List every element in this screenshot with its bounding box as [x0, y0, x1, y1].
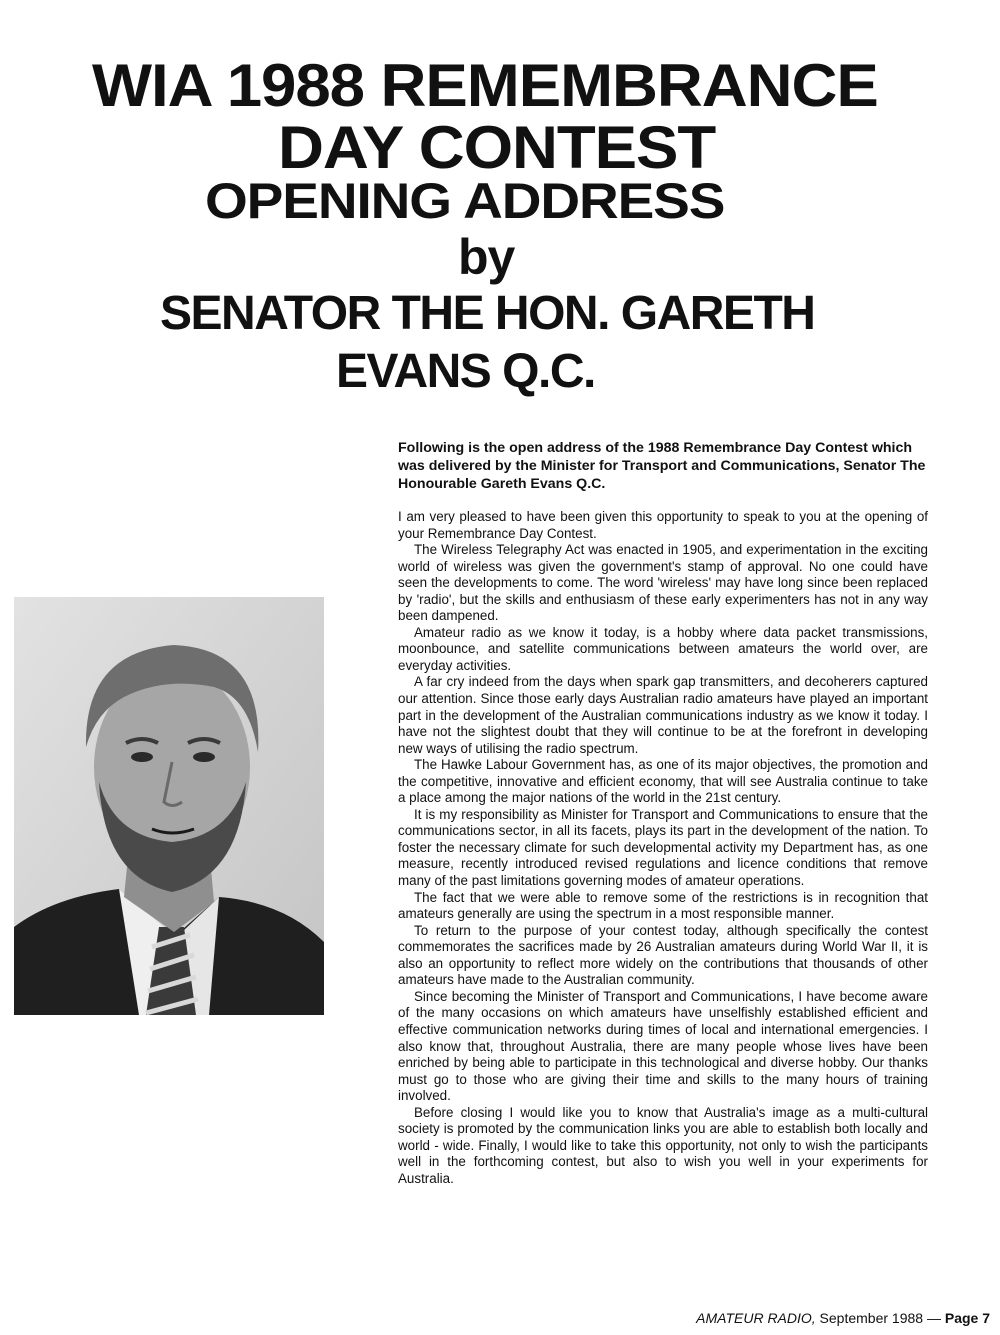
page-footer — [696, 1310, 990, 1326]
paragraph-9: Since becoming the Minister of Transport and Communications, I have become aware of the many occasions on which amateurs have unselfishly established efficient and effective communication networks during times of local and international emergencies. I also know that, throughout Australia, there are many people whose lives have been enriched by being able to participate in this technological and diverse hobby. Our thanks must go to those who are giving their time and skills to the many hours of training involved. — [398, 988, 928, 1104]
portrait-illustration — [14, 597, 324, 1015]
paragraph-1: I am very pleased to have been given this opportunity to speak to you at the opening of your Remembrance Day Contest. — [398, 509, 928, 541]
paragraph-10: Before closing I would like you to know that Australia's image as a multi-cultural society is promoted by the communication links you are able to establish both locally and world - wide. Finally, I would like to take this opportunity, not only to wish the participants well in the forthcoming contest, but also to wish you well in your experiments for Australia. — [398, 1104, 928, 1186]
portrait-photo — [14, 597, 324, 1015]
intro-summary: Following is the open address of the 1988 Remembrance Day Contest which was delivered by the Minister for Transport and Communications, Senator The Honourable Gareth Evans Q.C. — [398, 440, 926, 492]
paragraph-7: The fact that we were able to remove some of the restrictions is in recognition that amateurs generally are using the spectrum in a most responsible manner. — [398, 889, 928, 922]
issue-date: September 1988 — — [815, 1310, 945, 1326]
headline-line-4: by — [458, 229, 515, 285]
byline-line-1: SENATOR THE HON. GARETH — [160, 287, 815, 340]
headline-line-3: OPENING ADDRESS — [205, 173, 725, 229]
byline-line-2: EVANS Q.C. — [336, 345, 595, 398]
article-body — [398, 509, 928, 1187]
paragraph-4: A far cry indeed from the days when spark gap transmitters, and decoherers captured our attention. Since those early days Australian radio amateurs have played an important part in the development of the Australian communications industry as we know it today. I have not the slightest doubt that they will continue to be at the forefront in developing new ways of utilising the radio spectrum. — [398, 674, 928, 756]
headline-line-2: DAY CONTEST — [278, 114, 716, 181]
publication-name: AMATEUR RADIO, — [696, 1310, 816, 1326]
headline-line-1: WIA 1988 REMEMBRANCE — [92, 52, 878, 119]
paragraph-8: To return to the purpose of your contest today, although specifically the contest commemorates the sacrifices made by 26 Australian amateurs during World War II, it is also an opportunity to reflect more widely on the contributions that thousands of other amateurs have made to the Australian community. — [398, 922, 928, 988]
page-number: Page 7 — [944, 1310, 990, 1326]
paragraph-2: The Wireless Telegraphy Act was enacted in 1905, and experimentation in the exciting world of wireless was given the government's stamp of approval. No one could have seen the developments to come. The word 'wireless' may have long since been replaced by 'radio', but the skills and enthusiasm of these early experimenters has not in any way been dampened. — [398, 542, 928, 624]
paragraph-3: Amateur radio as we know it today, is a hobby where data packet transmissions, moonbounce, and satellite communications between amateurs the world over, are everyday activities. — [398, 624, 928, 673]
paragraph-5: The Hawke Labour Government has, as one of its major objectives, the promotion and the competitive, innovative and efficient economy, that will see Australia continue to take a place among the major nations of the world in the 21st century. — [398, 757, 928, 806]
paragraph-6: It is my responsibility as Minister for Transport and Communications to ensure that the communications sector, in all its facets, plays its part in the development of the nation. To foster the necessary climate for such developmental activity my Department has, as one measure, recently introduced revised regulations and licence conditions that remove many of the past limitations governing modes of amateur operations. — [398, 806, 928, 889]
